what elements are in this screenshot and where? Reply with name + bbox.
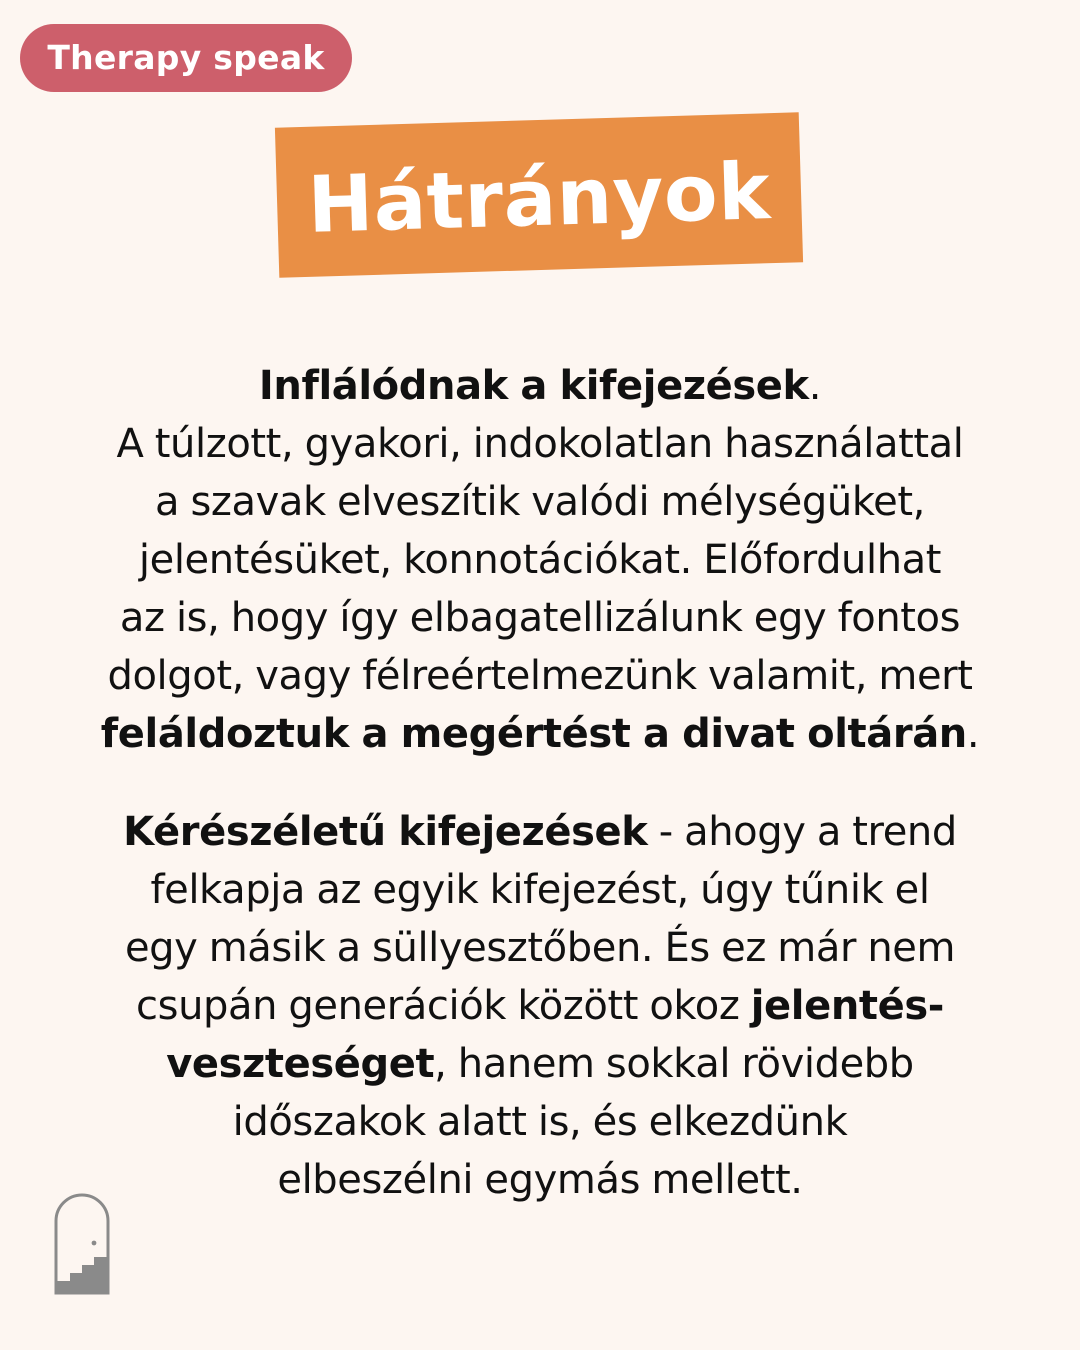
text-line: jelentésüket, konnotációkat. Előfordulhat <box>138 537 942 583</box>
text-line: egy másik a süllyesztőben. És ez már nem <box>124 925 956 971</box>
door-stairs-icon <box>54 1193 110 1295</box>
text-line: időszakok alatt is, és elkezdünk <box>232 1099 848 1145</box>
emphasis-text: feláldoztuk a megértést a divat oltárán <box>100 711 967 757</box>
text-line: csupán generációk között okoz <box>136 983 751 1029</box>
text-line: az is, hogy így elbagatellizálunk egy fontos <box>119 595 961 641</box>
text-line: , hanem sokkal rövidebb <box>434 1041 914 1087</box>
emphasis-text: veszteséget <box>166 1041 435 1087</box>
text-line: a szavak elveszítik valódi mélységüket, <box>155 479 925 525</box>
text-line: elbeszélni egymás mellett. <box>277 1157 803 1203</box>
text-line: dolgot, vagy félreértelmezünk valamit, mert <box>107 653 973 699</box>
category-tag-label: Therapy speak <box>47 38 325 77</box>
title-banner <box>275 112 803 277</box>
text-line: felkapja az egyik kifejezést, úgy tűnik el <box>150 867 930 913</box>
text-line: A túlzott, gyakori, indokolatlan használattal <box>116 421 964 467</box>
emphasis-text: jelentés- <box>750 983 944 1029</box>
paragraph-ephemeral <box>40 803 1040 1209</box>
paragraph-heading: Kérészéletű kifejezések <box>123 809 648 855</box>
category-tag <box>20 24 352 92</box>
text-line: - ahogy a trend <box>647 809 957 855</box>
paragraph-heading: Inflálódnak a kifejezések <box>258 363 809 409</box>
paragraph-inflation: Inflálódnak a kifejezések. A túlzott, gyakori, indokolatlan használattal a szavak elveszítik valódi mélységüket, jelentésüket, konnotációkat. Előfordulhat az is, hogy így elbagatellizálunk egy fontos dolgot, vagy félreértelmezünk valamit, mert feláldoztuk a megértést a divat oltárán. <box>100 363 980 757</box>
page-title: Hátrányok <box>306 147 772 251</box>
